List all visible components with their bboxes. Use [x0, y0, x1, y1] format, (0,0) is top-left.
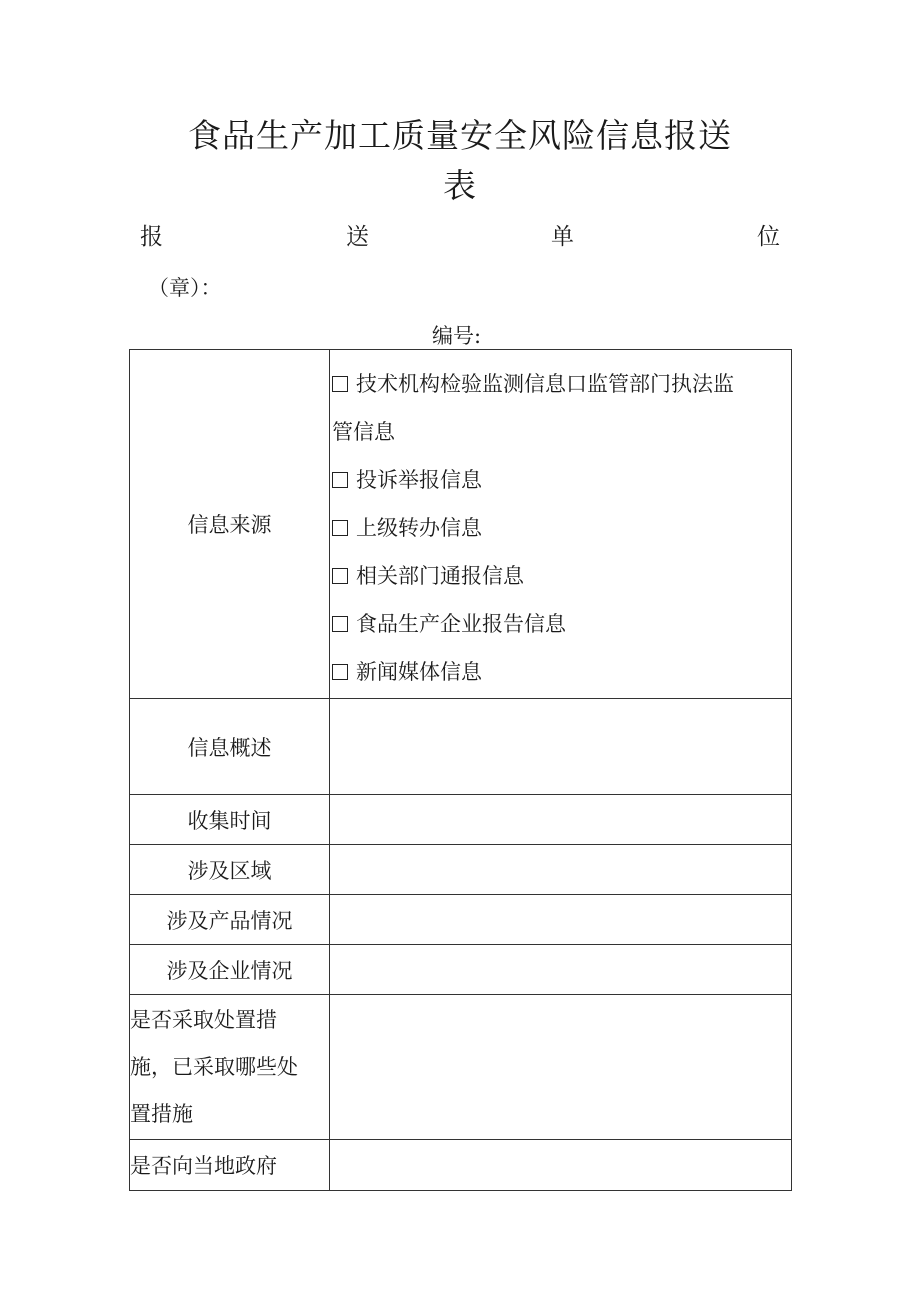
row-info-source — [130, 350, 792, 699]
checkbox-department-notice[interactable] — [332, 568, 348, 584]
option-tech-inspection-label: 技术机构检验监测信息 — [356, 372, 566, 396]
row-info-summary — [130, 699, 792, 795]
region-field[interactable] — [330, 845, 792, 895]
serial-number-label: 编号: — [432, 324, 482, 348]
row-region — [130, 845, 792, 895]
row-products — [130, 895, 792, 945]
info-source-label: 信息来源 — [130, 350, 330, 699]
checkbox-news-media[interactable] — [332, 664, 348, 680]
row-disposal — [130, 995, 792, 1140]
local-gov-label: 是否向当地政府 — [130, 1140, 330, 1191]
reporting-unit-char-3: 单 — [551, 224, 574, 250]
checkbox-tech-inspection[interactable] — [332, 376, 348, 392]
disposal-label — [130, 995, 330, 1140]
checkbox-superior-referral[interactable] — [332, 520, 348, 536]
disposal-label-line-2: 施，已采取哪些处 — [130, 1054, 298, 1079]
option-complaint-label: 投诉举报信息 — [356, 468, 482, 492]
info-source-options-cell — [330, 350, 792, 699]
local-gov-field[interactable] — [330, 1140, 792, 1191]
collect-time-label: 收集时间 — [130, 795, 330, 845]
enterprises-label: 涉及企业情况 — [130, 945, 330, 995]
disposal-label-line-3: 置措施 — [130, 1101, 193, 1126]
products-field[interactable] — [330, 895, 792, 945]
option-department-notice-label: 相关部门通报信息 — [356, 564, 524, 588]
disposal-label-line-1: 是否采取处置措 — [130, 1007, 277, 1032]
info-summary-label: 信息概述 — [130, 699, 330, 795]
form-title-line-1: 食品生产加工质量安全风险信息报送 — [188, 116, 732, 155]
option-superior-referral-label: 上级转办信息 — [356, 516, 482, 540]
row-collect-time — [130, 795, 792, 845]
disposal-field[interactable] — [330, 995, 792, 1140]
checkbox-enterprise-report[interactable] — [332, 616, 348, 632]
checkbox-complaint[interactable] — [332, 472, 348, 488]
option-enforcement-label-cont: 管信息 — [332, 420, 395, 444]
info-summary-field[interactable] — [330, 699, 792, 795]
region-label: 涉及区域 — [130, 845, 330, 895]
reporting-unit-seal-label: （章）： — [148, 276, 222, 300]
reporting-unit-char-1: 报 — [140, 224, 163, 250]
reporting-unit-char-2: 送 — [346, 224, 369, 250]
row-enterprises — [130, 945, 792, 995]
enterprises-field[interactable] — [330, 945, 792, 995]
reporting-unit-char-4: 位 — [757, 224, 780, 250]
option-news-media-label: 新闻媒体信息 — [356, 660, 482, 684]
option-enforcement-label: 口监管部门执法监 — [566, 372, 734, 396]
collect-time-field[interactable] — [330, 795, 792, 845]
row-local-gov — [130, 1140, 792, 1191]
option-enterprise-report-label: 食品生产企业报告信息 — [356, 612, 566, 636]
risk-info-form-table — [129, 349, 792, 1191]
products-label: 涉及产品情况 — [130, 895, 330, 945]
form-title-line-2: 表 — [443, 166, 477, 205]
